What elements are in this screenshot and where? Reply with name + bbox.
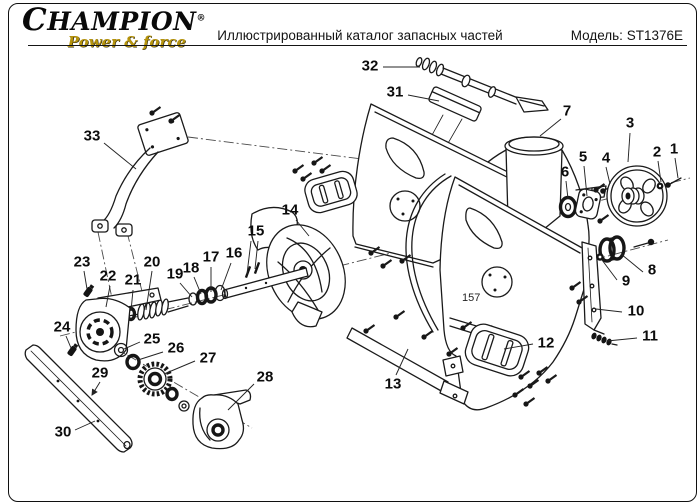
part-label-3: 3	[625, 114, 635, 132]
part-24-bolt	[67, 343, 79, 357]
part-label-28: 28	[256, 368, 274, 386]
part-label-23: 23	[73, 253, 91, 271]
shaft-washers	[189, 286, 225, 306]
part-label-27: 27	[199, 349, 217, 367]
leader-line-30	[75, 421, 95, 430]
part-label-4: 4	[601, 149, 611, 167]
part-label-14: 14	[281, 201, 299, 219]
part-label-32: 32	[361, 57, 379, 75]
leader-line-23	[84, 271, 87, 289]
part-label-31: 31	[386, 83, 404, 101]
part-label-16: 16	[225, 244, 243, 262]
part-1-bolt	[665, 178, 681, 188]
part-33-support-bracket	[92, 107, 189, 236]
part-30-hex-shaft	[25, 345, 132, 452]
part-label-25: 25	[143, 330, 161, 348]
part-label-13: 13	[384, 375, 402, 393]
part-label-26: 26	[167, 339, 185, 357]
part-label-24: 24	[53, 318, 71, 336]
logo-tagline: Power & force	[67, 33, 186, 51]
part-label-15: 15	[247, 222, 265, 240]
part-label-29: 29	[91, 364, 109, 382]
part-label-6: 6	[560, 163, 570, 181]
part-9-nut	[596, 253, 604, 261]
leader-line-26	[138, 352, 163, 360]
part-label-17: 17	[202, 248, 220, 266]
part-label-5: 5	[578, 148, 588, 166]
part-label-18: 18	[182, 259, 200, 277]
part-label-7: 7	[562, 102, 572, 120]
leader-line-1	[675, 158, 678, 178]
part-label-8: 8	[647, 261, 657, 279]
leader-line-24	[66, 336, 71, 348]
part-8-idler-pulley	[600, 237, 654, 261]
leader-line-3	[628, 133, 630, 162]
part-label-1: 1	[669, 140, 679, 158]
model-value: ST1376E	[626, 28, 683, 43]
leader-line-29	[92, 382, 100, 395]
mount-frame-upper	[292, 157, 359, 215]
part-label-33: 33	[83, 127, 101, 145]
part-label-11: 11	[642, 327, 658, 345]
leader-line-7	[540, 119, 561, 136]
leader-line-33	[104, 143, 136, 169]
part-label-30: 30	[54, 423, 72, 441]
part-3-main-pulley	[607, 166, 667, 226]
leader-line-19	[180, 283, 192, 297]
part-27-gear	[140, 364, 189, 411]
part-label-9: 9	[621, 272, 631, 290]
part-label-22: 22	[99, 267, 117, 285]
part-26-bushing	[127, 356, 139, 369]
leader-line-8	[621, 254, 643, 272]
leader-line-9	[602, 260, 617, 280]
part-28-cover	[193, 390, 251, 449]
part-23-bolt	[83, 284, 95, 298]
part-2-washer	[657, 183, 664, 190]
part-label-12: 12	[537, 334, 555, 352]
housing-marking: 157	[462, 292, 481, 304]
model-label: Модель:	[570, 28, 623, 43]
part-label-20: 20	[143, 253, 161, 271]
page-title: Иллюстрированный каталог запасных частей	[217, 28, 503, 43]
leader-line-27	[164, 361, 195, 374]
part-label-10: 10	[627, 302, 645, 320]
part-label-2: 2	[652, 143, 662, 161]
logo-word: CHAMPION	[22, 2, 197, 38]
part-label-19: 19	[166, 265, 184, 283]
leader-line-4	[606, 167, 610, 184]
leader-line-16	[221, 263, 231, 290]
leader-line-11	[607, 338, 637, 341]
registered-mark: ®	[196, 13, 207, 24]
part-label-21: 21	[124, 271, 142, 289]
